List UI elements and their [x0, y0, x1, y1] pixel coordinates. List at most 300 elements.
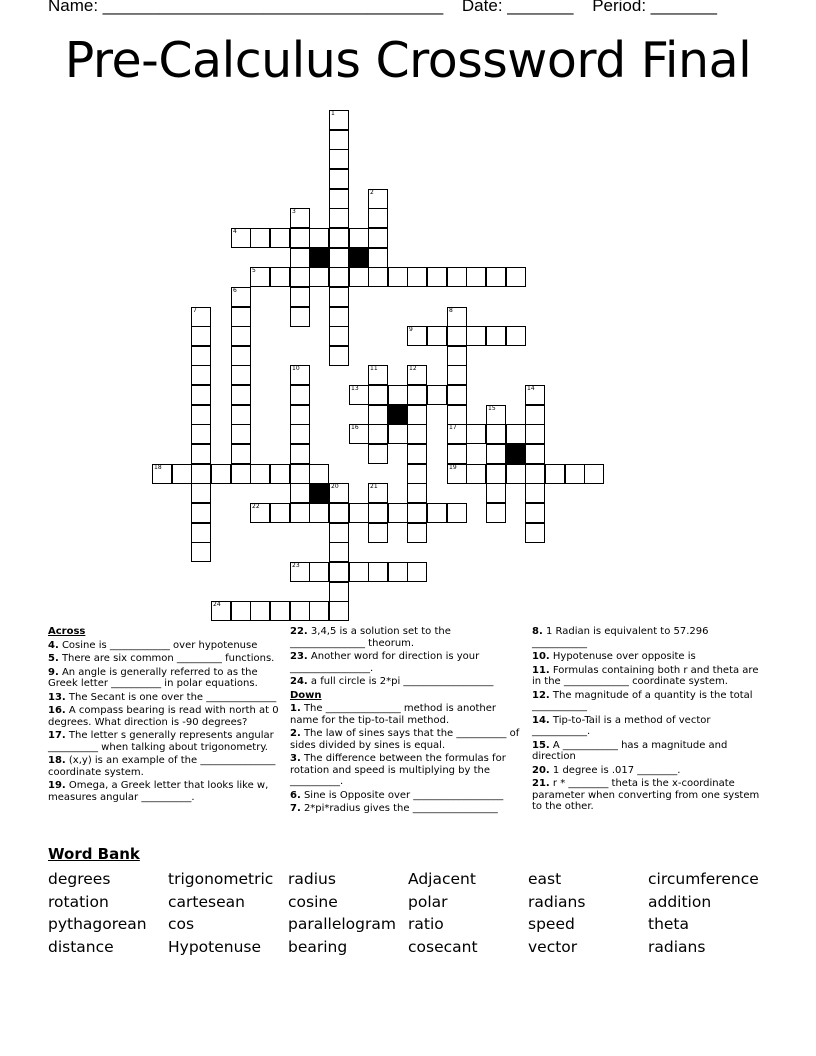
- crossword-cell[interactable]: [290, 503, 310, 523]
- word-bank-item: parallelogram: [288, 915, 396, 933]
- crossword-cell[interactable]: [309, 601, 329, 621]
- crossword-cell[interactable]: [191, 326, 211, 346]
- crossword-cell[interactable]: [191, 503, 211, 523]
- crossword-cell[interactable]: [525, 483, 545, 503]
- clue-text: The magnitude of a quantity is the total ___________: [532, 689, 753, 712]
- word-bank-item: theta: [648, 915, 690, 933]
- clue-item: [290, 676, 520, 688]
- crossword-cell[interactable]: [349, 228, 369, 248]
- crossword-cell[interactable]: [407, 444, 427, 464]
- crossword-cell[interactable]: [447, 503, 467, 523]
- crossword-cell[interactable]: [250, 228, 270, 248]
- crossword-cell[interactable]: [290, 365, 310, 385]
- crossword-cell[interactable]: [506, 464, 526, 484]
- word-bank-item: radius: [288, 870, 336, 888]
- crossword-block: [309, 483, 329, 503]
- clue-text: 1 Radian is equivalent to 57.296 ___________: [532, 626, 709, 649]
- clue-number: 21.: [532, 778, 550, 789]
- down-heading: Down: [290, 689, 322, 701]
- word-bank-item: Adjacent: [408, 870, 476, 888]
- crossword-cell[interactable]: [584, 464, 604, 484]
- crossword-cell[interactable]: [191, 365, 211, 385]
- crossword-cell[interactable]: [191, 405, 211, 425]
- crossword-cell[interactable]: [231, 326, 251, 346]
- cell-number: 23: [292, 562, 300, 569]
- crossword-cell[interactable]: [506, 424, 526, 444]
- word-bank-item: cos: [168, 915, 195, 933]
- word-bank-item: speed: [528, 915, 575, 933]
- clue-item: [48, 653, 280, 665]
- cell-number: 16: [351, 424, 359, 431]
- crossword-cell[interactable]: [466, 267, 486, 287]
- crossword-cell[interactable]: [329, 208, 349, 228]
- cell-number: 24: [213, 601, 221, 608]
- crossword-cell[interactable]: [447, 346, 467, 366]
- crossword-cell[interactable]: [191, 542, 211, 562]
- crossword-cell[interactable]: [407, 385, 427, 405]
- clue-number: 4.: [48, 639, 59, 651]
- clue-text: The difference between the formulas for rotation and speed is multiplying by the __________.: [290, 753, 506, 787]
- across-clue-list-continued: [290, 626, 520, 688]
- crossword-cell[interactable]: [250, 503, 270, 523]
- crossword-cell[interactable]: [506, 267, 526, 287]
- word-bank-item: addition: [648, 892, 712, 911]
- cell-number: 17: [449, 424, 457, 431]
- crossword-cell[interactable]: [270, 267, 290, 287]
- crossword-cell[interactable]: [290, 385, 310, 405]
- crossword-cell[interactable]: [250, 601, 270, 621]
- crossword-cell[interactable]: [388, 385, 408, 405]
- crossword-cell[interactable]: [506, 326, 526, 346]
- clue-text: 1 degree is .017 ________.: [549, 764, 681, 776]
- crossword-cell[interactable]: [231, 444, 251, 464]
- crossword-cell[interactable]: [329, 542, 349, 562]
- clue-text: The law of sines says that the __________ of sides divided by sines is equal.: [290, 728, 520, 751]
- clue-text: An angle is generally referred to as the Greek letter __________ in polar equations.: [48, 666, 258, 689]
- crossword-cell[interactable]: [231, 346, 251, 366]
- clue-item: [48, 705, 280, 728]
- crossword-cell[interactable]: [329, 248, 349, 268]
- clue-number: 1.: [290, 703, 301, 714]
- cell-number: 5: [252, 267, 256, 274]
- clue-item: [532, 715, 764, 738]
- period-field-label[interactable]: Period: _______: [592, 0, 717, 15]
- across-clue-list: [48, 640, 280, 804]
- clue-item: [290, 790, 520, 802]
- clue-text: Sine is Opposite over __________________: [300, 789, 504, 801]
- crossword-cell[interactable]: [565, 464, 585, 484]
- crossword-cell[interactable]: [427, 385, 447, 405]
- crossword-cell[interactable]: [231, 228, 251, 248]
- clue-text: (x,y) is an example of the _______________ coordinate system.: [48, 755, 276, 778]
- crossword-cell[interactable]: [309, 562, 329, 582]
- crossword-cell[interactable]: [290, 228, 310, 248]
- cell-number: 8: [449, 307, 453, 314]
- crossword-cell[interactable]: [329, 149, 349, 169]
- crossword-cell[interactable]: [191, 464, 211, 484]
- clues-column-2: [290, 626, 520, 817]
- word-bank-item: bearing: [288, 937, 348, 956]
- clue-item: [48, 667, 280, 690]
- crossword-cell[interactable]: [349, 385, 369, 405]
- word-bank: [48, 868, 768, 958]
- crossword-cell[interactable]: [486, 326, 506, 346]
- crossword-cell[interactable]: [329, 346, 349, 366]
- crossword-cell[interactable]: [211, 464, 231, 484]
- crossword-cell[interactable]: [368, 562, 388, 582]
- crossword-cell[interactable]: [329, 228, 349, 248]
- crossword-cell[interactable]: [290, 248, 310, 268]
- crossword-cell[interactable]: [329, 483, 349, 503]
- clue-text: The Secant is one over the ______________: [65, 691, 277, 703]
- word-bank-item: cosecant: [408, 937, 478, 956]
- crossword-cell[interactable]: [525, 444, 545, 464]
- crossword-cell[interactable]: [407, 503, 427, 523]
- crossword-cell[interactable]: [407, 523, 427, 543]
- clue-number: 12.: [532, 689, 550, 701]
- crossword-cell[interactable]: [270, 228, 290, 248]
- crossword-cell[interactable]: [231, 287, 251, 307]
- crossword-cell[interactable]: [447, 267, 467, 287]
- crossword-cell[interactable]: [349, 562, 369, 582]
- crossword-cell[interactable]: [427, 267, 447, 287]
- crossword-cell[interactable]: [290, 287, 310, 307]
- clue-text: Omega, a Greek letter that looks like w, measures angular __________.: [48, 780, 269, 803]
- clue-item: [290, 651, 520, 674]
- crossword-cell[interactable]: [231, 405, 251, 425]
- clue-item: [532, 765, 764, 777]
- crossword-cell[interactable]: [290, 601, 310, 621]
- word-bank-item: cosine: [288, 892, 338, 911]
- crossword-cell[interactable]: [329, 169, 349, 189]
- cell-number: 6: [233, 287, 237, 294]
- crossword-cell[interactable]: [447, 464, 467, 484]
- crossword-cell[interactable]: [191, 346, 211, 366]
- crossword-cell[interactable]: [152, 464, 172, 484]
- clue-text: Hypotenuse over opposite is: [549, 651, 696, 662]
- clue-item: [532, 665, 764, 688]
- crossword-cell[interactable]: [290, 424, 310, 444]
- page-title: Pre-Calculus Crossword Final: [64, 32, 752, 89]
- cell-number: 9: [409, 326, 413, 333]
- crossword-cell[interactable]: [290, 307, 310, 327]
- clue-text: 3,4,5 is a solution set to the _______________ theorum.: [290, 626, 451, 649]
- clue-number: 19.: [48, 780, 66, 791]
- crossword-cell[interactable]: [270, 503, 290, 523]
- clue-text: 2*pi*radius gives the _________________: [300, 803, 498, 814]
- clue-item: [48, 730, 280, 753]
- cell-number: 1: [331, 110, 335, 117]
- down-clue-list-continued: [532, 626, 764, 813]
- crossword-cell[interactable]: [447, 326, 467, 346]
- cell-number: 11: [370, 365, 378, 372]
- crossword-cell[interactable]: [231, 365, 251, 385]
- clue-text: The letter s generally represents angular __________ when talking about trigonometry.: [48, 730, 274, 753]
- clue-text: A compass bearing is read with north at 0 degrees. What direction is -90 degrees?: [48, 705, 279, 728]
- crossword-cell[interactable]: [447, 444, 467, 464]
- word-bank-item: circumference: [648, 870, 759, 888]
- crossword-block: [506, 444, 526, 464]
- clue-number: 9.: [48, 666, 59, 678]
- down-clue-list: [290, 703, 520, 815]
- word-bank-item: east: [528, 870, 562, 888]
- crossword-cell[interactable]: [329, 130, 349, 150]
- crossword-cell[interactable]: [290, 267, 310, 287]
- word-bank-item: rotation: [48, 892, 109, 911]
- crossword-cell[interactable]: [368, 248, 388, 268]
- crossword-cell[interactable]: [290, 464, 310, 484]
- cell-number: 3: [292, 208, 296, 215]
- date-field-label[interactable]: Date: _______: [461, 0, 574, 15]
- clue-text: Formulas containing both r and theta are in the _____________ coordinate system.: [532, 664, 759, 687]
- crossword-cell[interactable]: [329, 326, 349, 346]
- crossword-cell[interactable]: [407, 365, 427, 385]
- clue-number: 13.: [48, 691, 66, 703]
- crossword-cell[interactable]: [525, 503, 545, 523]
- clue-item: [48, 640, 280, 652]
- word-bank-item: cartesean: [168, 892, 245, 911]
- crossword-cell[interactable]: [407, 405, 427, 425]
- clue-item: [290, 753, 520, 788]
- clue-item: [532, 651, 764, 663]
- crossword-cell[interactable]: [388, 503, 408, 523]
- crossword-cell[interactable]: [368, 523, 388, 543]
- clue-item: [290, 626, 520, 649]
- crossword-cell[interactable]: [427, 326, 447, 346]
- crossword-cell[interactable]: [329, 601, 349, 621]
- clue-number: 8.: [532, 626, 543, 637]
- crossword-cell[interactable]: [466, 326, 486, 346]
- crossword-cell[interactable]: [290, 562, 310, 582]
- crossword-cell[interactable]: [486, 464, 506, 484]
- crossword-cell[interactable]: [388, 267, 408, 287]
- crossword-cell[interactable]: [309, 464, 329, 484]
- crossword-cell[interactable]: [525, 405, 545, 425]
- crossword-cell[interactable]: [329, 503, 349, 523]
- crossword-cell[interactable]: [329, 267, 349, 287]
- cell-number: 14: [527, 385, 535, 392]
- crossword-cell[interactable]: [368, 365, 388, 385]
- crossword-cell[interactable]: [329, 287, 349, 307]
- name-field-label[interactable]: Name: ____________________________________: [48, 0, 444, 15]
- crossword-cell[interactable]: [270, 464, 290, 484]
- clue-number: 10.: [532, 651, 550, 662]
- clue-number: 17.: [48, 730, 66, 741]
- cell-number: 19: [449, 464, 457, 471]
- crossword-cell[interactable]: [525, 464, 545, 484]
- crossword-cell[interactable]: [427, 503, 447, 523]
- crossword-cell[interactable]: [231, 601, 251, 621]
- crossword-cell[interactable]: [231, 464, 251, 484]
- crossword-cell[interactable]: [329, 307, 349, 327]
- clue-number: 11.: [532, 664, 550, 676]
- word-bank-item: distance: [48, 937, 114, 956]
- crossword-cell[interactable]: [231, 307, 251, 327]
- clue-text: Cosine is ____________ over hypotenuse: [58, 639, 258, 651]
- crossword-cell[interactable]: [270, 601, 290, 621]
- crossword-cell[interactable]: [290, 444, 310, 464]
- crossword-cell[interactable]: [368, 483, 388, 503]
- clue-item: [48, 692, 280, 704]
- cell-number: 7: [193, 307, 197, 314]
- cell-number: 13: [351, 385, 359, 392]
- crossword-cell[interactable]: [309, 267, 329, 287]
- clue-number: 7.: [290, 803, 301, 814]
- crossword-cell[interactable]: [486, 424, 506, 444]
- crossword-cell[interactable]: [368, 444, 388, 464]
- crossword-cell[interactable]: [290, 405, 310, 425]
- word-bank-item: trigonometric: [168, 870, 274, 888]
- crossword-cell[interactable]: [525, 523, 545, 543]
- crossword-cell[interactable]: [447, 405, 467, 425]
- clue-number: 23.: [290, 651, 308, 662]
- word-bank-title: Word Bank: [48, 845, 140, 863]
- clue-number: 18.: [48, 755, 66, 766]
- crossword-cell[interactable]: [407, 562, 427, 582]
- crossword-cell[interactable]: [486, 444, 506, 464]
- clue-item: [48, 755, 280, 778]
- clue-item: [290, 728, 520, 751]
- word-bank-item: Hypotenuse: [168, 937, 262, 956]
- cell-number: 12: [409, 365, 417, 372]
- clue-text: Tip-to-Tail is a method of vector ___________.: [532, 714, 711, 737]
- crossword-cell[interactable]: [191, 307, 211, 327]
- clue-text: There are six common _________ functions.: [58, 653, 275, 664]
- crossword-cell[interactable]: [250, 464, 270, 484]
- cell-number: 20: [331, 483, 339, 490]
- crossword-cell[interactable]: [329, 562, 349, 582]
- clue-number: 15.: [532, 739, 550, 751]
- crossword-cell[interactable]: [290, 483, 310, 503]
- crossword-cell[interactable]: [231, 424, 251, 444]
- crossword-cell[interactable]: [407, 326, 427, 346]
- crossword-cell[interactable]: [191, 483, 211, 503]
- word-bank-item: ratio: [408, 915, 444, 933]
- clue-item: [532, 626, 764, 649]
- crossword-cell[interactable]: [349, 503, 369, 523]
- clue-number: 14.: [532, 714, 550, 726]
- crossword-cell[interactable]: [525, 385, 545, 405]
- crossword-cell[interactable]: [368, 424, 388, 444]
- crossword-cell[interactable]: [172, 464, 192, 484]
- crossword-cell[interactable]: [407, 483, 427, 503]
- crossword-cell[interactable]: [191, 385, 211, 405]
- crossword-cell[interactable]: [231, 385, 251, 405]
- crossword-cell[interactable]: [368, 385, 388, 405]
- crossword-cell[interactable]: [349, 424, 369, 444]
- crossword-block: [388, 405, 408, 425]
- crossword-cell[interactable]: [368, 405, 388, 425]
- crossword-cell[interactable]: [329, 582, 349, 602]
- clue-item: [532, 778, 764, 813]
- clue-item: [290, 803, 520, 815]
- crossword-cell[interactable]: [407, 464, 427, 484]
- clue-number: 6.: [290, 789, 301, 801]
- crossword-cell[interactable]: [486, 483, 506, 503]
- word-bank-item: polar: [408, 892, 448, 911]
- crossword-cell[interactable]: [329, 110, 349, 130]
- crossword-cell[interactable]: [368, 267, 388, 287]
- crossword-cell[interactable]: [368, 503, 388, 523]
- cell-number: 22: [252, 503, 260, 510]
- crossword-cell[interactable]: [388, 424, 408, 444]
- clues-column-3: [532, 626, 764, 815]
- cell-number: 15: [488, 405, 496, 412]
- crossword-cell[interactable]: [349, 267, 369, 287]
- cell-number: 18: [154, 464, 162, 471]
- word-bank-item: degrees: [48, 870, 111, 888]
- crossword-cell[interactable]: [368, 208, 388, 228]
- crossword-cell[interactable]: [447, 307, 467, 327]
- crossword-cell[interactable]: [447, 385, 467, 405]
- crossword-cell[interactable]: [486, 267, 506, 287]
- clue-number: 3.: [290, 753, 301, 764]
- clue-number: 20.: [532, 764, 550, 776]
- crossword-cell[interactable]: [447, 365, 467, 385]
- cell-number: 10: [292, 365, 300, 372]
- cell-number: 2: [370, 189, 374, 196]
- crossword-cell[interactable]: [368, 189, 388, 209]
- word-bank-item: pythagorean: [48, 915, 147, 933]
- word-bank-item: radians: [528, 892, 586, 911]
- crossword-cell[interactable]: [329, 523, 349, 543]
- word-bank-item: vector: [528, 937, 578, 956]
- crossword-cell[interactable]: [368, 228, 388, 248]
- crossword-cell[interactable]: [191, 424, 211, 444]
- clue-number: 5.: [48, 653, 59, 664]
- crossword-block: [349, 248, 369, 268]
- clues-column-1: [48, 626, 280, 805]
- crossword-cell[interactable]: [290, 208, 310, 228]
- clue-item: [532, 690, 764, 713]
- crossword-block: [309, 248, 329, 268]
- clue-number: 2.: [290, 728, 301, 739]
- crossword-cell[interactable]: [309, 503, 329, 523]
- clue-text: The _______________ method is another name for the tip-to-tail method.: [290, 703, 496, 726]
- crossword-cell[interactable]: [388, 562, 408, 582]
- crossword-cell[interactable]: [407, 424, 427, 444]
- crossword-cell[interactable]: [525, 424, 545, 444]
- crossword-cell[interactable]: [486, 405, 506, 425]
- crossword-cell[interactable]: [309, 228, 329, 248]
- clue-text: A ___________ has a magnitude and direction: [532, 739, 728, 762]
- clue-number: 24.: [290, 676, 308, 687]
- clue-text: r * ________ theta is the x-coordinate parameter when converting from one system to the other.: [532, 778, 760, 812]
- across-heading: Across: [48, 626, 86, 637]
- clue-number: 22.: [290, 626, 308, 637]
- crossword-cell[interactable]: [191, 444, 211, 464]
- crossword-cell[interactable]: [211, 601, 231, 621]
- crossword-cell[interactable]: [466, 464, 486, 484]
- crossword-cell[interactable]: [329, 189, 349, 209]
- crossword-cell[interactable]: [191, 523, 211, 543]
- clue-number: 16.: [48, 705, 66, 716]
- crossword-cell[interactable]: [447, 424, 467, 444]
- crossword-cell[interactable]: [486, 503, 506, 523]
- cell-number: 4: [233, 228, 237, 235]
- crossword-cell[interactable]: [407, 267, 427, 287]
- clue-item: [48, 780, 280, 803]
- crossword-cell[interactable]: [466, 424, 486, 444]
- word-bank-item: radians: [648, 937, 706, 956]
- clue-text: Another word for direction is your ________________.: [290, 651, 480, 674]
- clue-item: [290, 703, 520, 726]
- cell-number: 21: [370, 483, 378, 490]
- clue-text: a full circle is 2*pi __________________: [307, 676, 494, 687]
- crossword-cell[interactable]: [250, 267, 270, 287]
- crossword-cell[interactable]: [545, 464, 565, 484]
- clue-item: [532, 740, 764, 763]
